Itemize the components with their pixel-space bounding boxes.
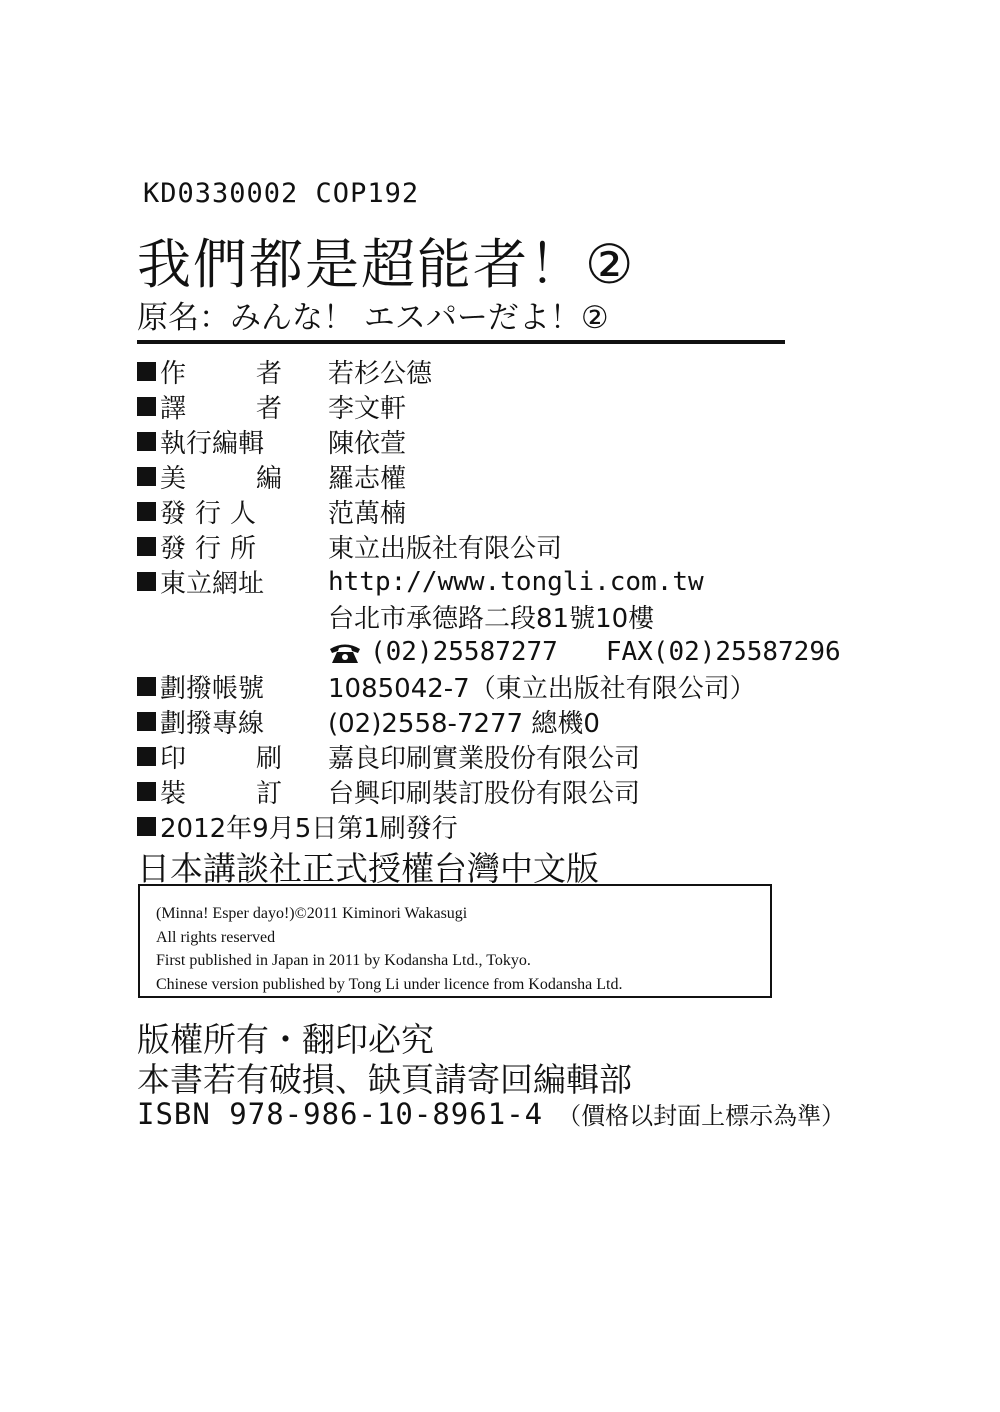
credit-value: 若杉公德: [328, 359, 433, 389]
copyright-line: All rights reserved: [156, 928, 276, 946]
copyright-line: Chinese version published by Tong Li under licence from Kodansha Ltd.: [156, 975, 623, 993]
credit-label: 美 編: [160, 464, 305, 494]
credit-row-binding: [137, 774, 841, 809]
license-line: 日本講談社正式授權台灣中文版: [137, 849, 599, 888]
credit-label: 執行編輯: [160, 429, 265, 459]
credit-value: (02)2558-7277 總機0: [328, 709, 600, 739]
isbn-row: [137, 1096, 845, 1131]
copyright-line: (Minna! Esper dayo!)©2011 Kiminori Wakasugi: [156, 905, 468, 922]
credit-row-postal-account: [137, 669, 841, 704]
credit-value: 陳依萱: [328, 429, 407, 459]
credit-row-printing: [137, 739, 841, 774]
address-row: [137, 599, 841, 634]
black-square-bullet-icon: [137, 712, 156, 731]
credit-value: 台興印刷裝訂股份有限公司: [328, 779, 641, 809]
isbn-number: ISBN 978-986-10-8961-4: [137, 1097, 544, 1131]
credit-value: 嘉良印刷實業股份有限公司: [328, 744, 641, 774]
credit-row-translator: [137, 389, 841, 424]
contact-row: [137, 634, 841, 669]
credit-label: 譯 者: [160, 394, 305, 424]
credit-label: 作 者: [160, 359, 305, 389]
credit-row-editor: [137, 424, 841, 459]
credit-label: 印 刷: [160, 744, 305, 774]
copyright-line: First published in Japan in 2011 by Kodansha Ltd., Tokyo.: [156, 952, 531, 969]
publish-date: 2012年9月5日第1刷發行: [160, 814, 458, 844]
credit-label: 東立網址: [160, 569, 265, 599]
black-square-bullet-icon: [137, 817, 156, 836]
black-square-bullet-icon: [137, 362, 156, 381]
credit-row-publisher: [137, 494, 841, 529]
credit-value: 東立出版社有限公司: [328, 534, 563, 564]
website-link[interactable]: http://www.tongli.com.tw: [328, 566, 704, 597]
credit-row-author: [137, 354, 841, 389]
credit-value: 1085042-7（東立出版社有限公司）: [328, 674, 756, 704]
copyright-box: [138, 884, 772, 998]
credit-label: 劃撥帳號: [160, 674, 265, 704]
black-square-bullet-icon: [137, 397, 156, 416]
black-square-bullet-icon: [137, 747, 156, 766]
black-square-bullet-icon: [137, 467, 156, 486]
original-title: 原名：みんな！ エスパーだよ！②: [137, 300, 609, 336]
credit-value: 范萬楠: [328, 499, 407, 529]
credit-row-website: [137, 564, 841, 599]
credit-value: 羅志權: [328, 464, 407, 494]
phone-number: (02)25587277: [370, 636, 558, 667]
fax-number: FAX(02)25587296: [605, 636, 841, 667]
credits-list: [137, 354, 841, 809]
credit-label: 裝 訂: [160, 779, 305, 809]
address: 台北市承德路二段81號10樓: [328, 604, 655, 634]
credit-value: 李文軒: [328, 394, 407, 424]
black-square-bullet-icon: [137, 432, 156, 451]
credit-label: 發行所: [160, 534, 266, 564]
title-divider: [137, 340, 785, 344]
telephone-icon: [328, 641, 362, 663]
black-square-bullet-icon: [137, 677, 156, 696]
black-square-bullet-icon: [137, 572, 156, 591]
credit-label: 劃撥專線: [160, 709, 265, 739]
return-notice: 本書若有破損、缺頁請寄回編輯部: [137, 1060, 632, 1099]
credit-label: 發行人: [160, 499, 266, 529]
rights-notice: 版權所有・翻印必究: [137, 1020, 434, 1059]
black-square-bullet-icon: [137, 782, 156, 801]
price-note: （價格以封面上標示為準）: [557, 1102, 846, 1130]
credit-row-art-editor: [137, 459, 841, 494]
black-square-bullet-icon: [137, 537, 156, 556]
catalog-code: KD0330002 COP192: [143, 178, 420, 209]
book-title: 我們都是超能者！②: [137, 233, 636, 296]
publish-date-row: [137, 808, 458, 845]
black-square-bullet-icon: [137, 502, 156, 521]
credit-row-publishing-house: [137, 529, 841, 564]
credit-row-postal-hotline: [137, 704, 841, 739]
